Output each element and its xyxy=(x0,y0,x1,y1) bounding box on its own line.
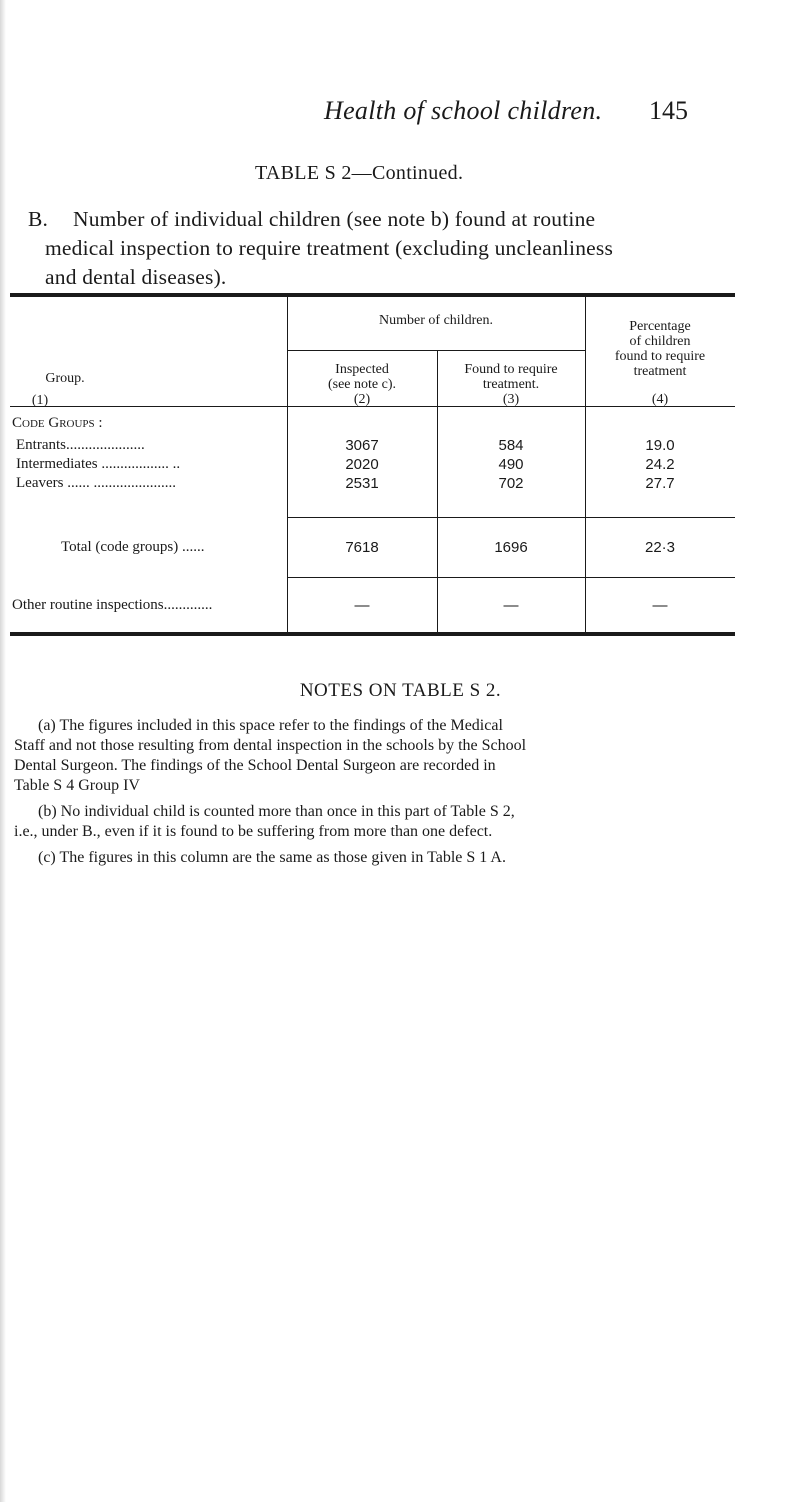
header-inspected-1: Inspected xyxy=(335,362,389,377)
leader-dots: ...... xyxy=(178,539,205,555)
other-top-rule xyxy=(287,577,735,578)
table-heading: TABLE S 2—Continued. xyxy=(255,162,464,184)
running-title: Health of school children. xyxy=(324,96,603,125)
other-percentage: — xyxy=(652,597,668,614)
note-a-line-4: Table S 4 Group IV xyxy=(14,777,140,794)
leader-dots: ..................... xyxy=(66,437,145,453)
header-inspected-2: (see note c). xyxy=(327,377,397,392)
total-top-rule xyxy=(287,517,735,518)
section-line-1 xyxy=(73,205,763,234)
header-percentage-1: Percentage xyxy=(629,319,691,334)
row-found: 490 xyxy=(498,456,524,473)
total-row-group-text: Total (code groups) xyxy=(61,539,179,555)
header-inspected-num: (2) xyxy=(353,392,371,407)
row-group-text: Leavers xyxy=(16,475,64,491)
header-percentage-3: found to require xyxy=(614,349,706,364)
section-marker: B. xyxy=(28,207,49,231)
leader-dots: .................. .. xyxy=(97,456,181,472)
note-a-line-1: (a) The figures included in this space refer to the findings of the Medical xyxy=(38,717,503,734)
row-found: 584 xyxy=(498,437,524,454)
total-found: 1696 xyxy=(494,539,528,556)
header-group: Group. xyxy=(45,371,85,386)
note-a xyxy=(14,716,744,796)
note-b-line-1: (b) No individual child is counted more than once in this part of Table S 2, xyxy=(38,803,515,820)
row-group xyxy=(16,437,145,454)
row-group-text: Intermediates xyxy=(16,456,98,472)
section-line-1-text: Number of individual children (see note b) found at routine xyxy=(73,207,596,231)
note-a-line-2: Staff and not those resulting from dental inspection in the schools by the School xyxy=(14,737,527,754)
page-header xyxy=(0,96,801,136)
row-percentage: 24.2 xyxy=(645,456,675,473)
table-bottom-rule xyxy=(10,632,735,636)
header-number-of-children: Number of children. xyxy=(379,313,493,328)
row-inspected: 3067 xyxy=(345,437,379,454)
section-line-3: and dental diseases). xyxy=(45,265,227,289)
row-found: 702 xyxy=(498,475,524,492)
note-b-line-2: i.e., under B., even if it is found to be suffering from more than one defect. xyxy=(14,823,493,840)
row-group xyxy=(16,456,180,473)
note-c xyxy=(14,848,744,868)
header-found-2: treatment. xyxy=(482,377,540,392)
other-found: — xyxy=(503,597,519,614)
section-line-2: medical inspection to require treatment (excluding uncleanliness xyxy=(45,236,614,260)
other-inspected: — xyxy=(354,597,370,614)
note-b xyxy=(14,802,744,842)
row-group-text: Entrants xyxy=(16,437,66,453)
header-found-1: Found to require xyxy=(464,362,558,377)
total-inspected: 7618 xyxy=(345,539,379,556)
header-subrule xyxy=(287,350,585,351)
other-row-group-text: Other routine inspections xyxy=(12,597,164,613)
other-row-group xyxy=(12,597,212,614)
row-group xyxy=(16,475,176,492)
leader-dots: ............. xyxy=(163,597,213,613)
row-percentage: 19.0 xyxy=(645,437,675,454)
header-percentage-num: (4) xyxy=(651,392,669,407)
table-top-rule xyxy=(10,293,735,297)
page-edge-shadow xyxy=(0,0,6,1502)
leader-dots: ...... ...................... xyxy=(63,475,176,491)
total-row-group xyxy=(61,539,205,556)
row-inspected: 2020 xyxy=(345,456,379,473)
row-inspected: 2531 xyxy=(345,475,379,492)
page-number: 145 xyxy=(649,96,688,125)
row-percentage: 27.7 xyxy=(645,475,675,492)
header-found-num: (3) xyxy=(502,392,520,407)
note-a-line-3: Dental Surgeon. The findings of the School Dental Surgeon are recorded in xyxy=(14,757,496,774)
header-percentage-4: treatment xyxy=(633,364,687,379)
total-percentage: 22·3 xyxy=(644,539,676,556)
note-c-line-1: (c) The figures in this column are the same as those given in Table S 1 A. xyxy=(38,849,506,866)
notes-title: NOTES ON TABLE S 2. xyxy=(299,680,502,701)
header-percentage-2: of children xyxy=(629,334,691,349)
header-group-num: (1) xyxy=(31,393,49,408)
code-groups-label: Code Groups : xyxy=(12,415,103,431)
data-table xyxy=(10,293,735,636)
